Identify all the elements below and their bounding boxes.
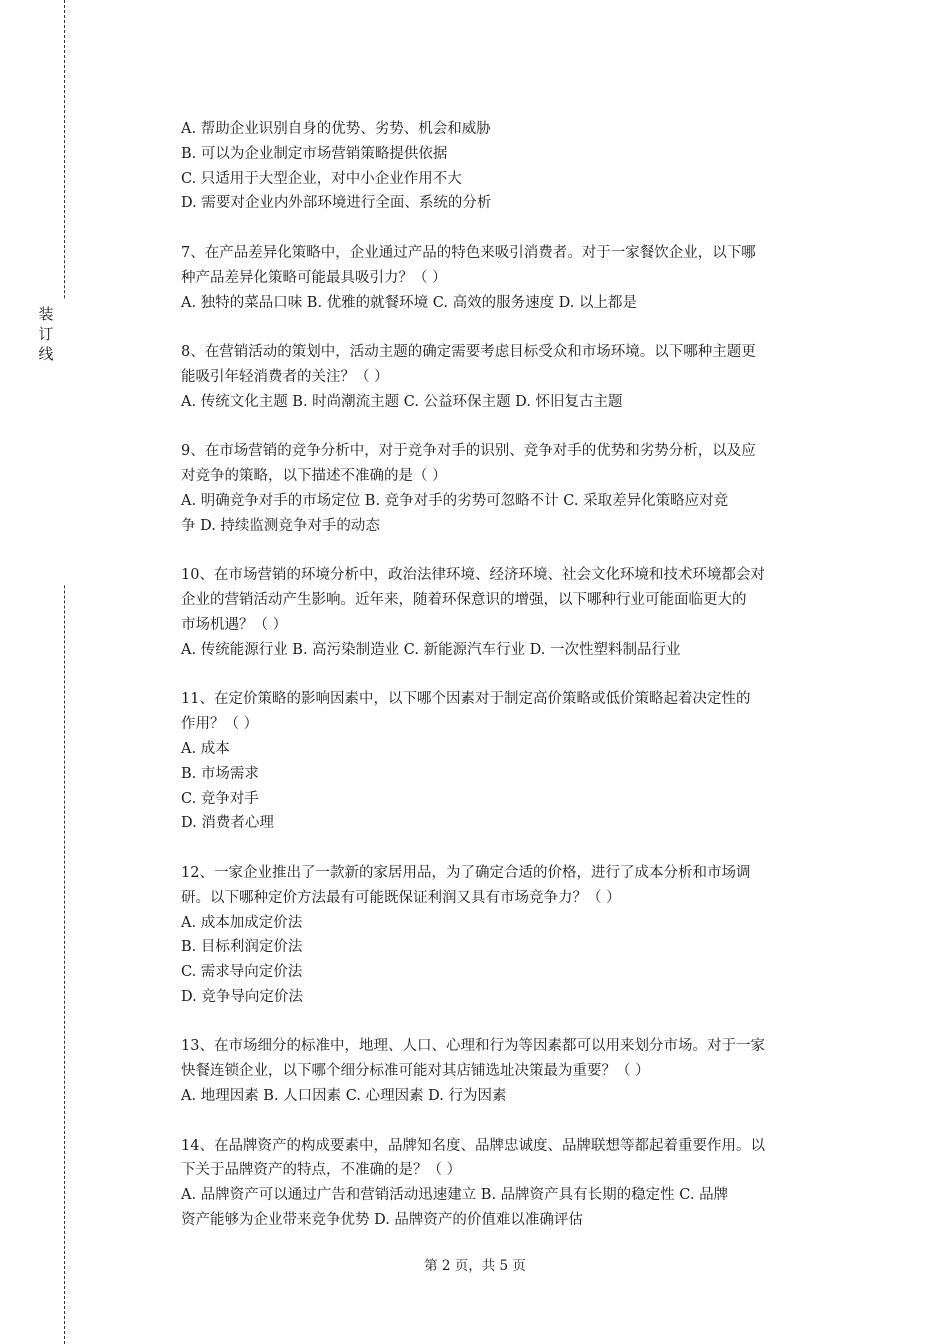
text-line: B. 市场需求 xyxy=(181,765,259,782)
text-line: A. 品牌资产可以通过广告和营销活动迅速建立 B. 品牌资产具有长期的稳定性 C. 品牌 xyxy=(181,1187,729,1204)
page-footer: 第 2 页，共 5 页 xyxy=(424,1258,526,1274)
text-line: 资产能够为企业带来竞争优势 D. 品牌资产的价值难以准确评估 xyxy=(181,1212,583,1229)
blank-line xyxy=(181,315,841,340)
text-line: 能吸引年轻消费者的关注？（ ） xyxy=(181,368,389,385)
blank-line xyxy=(181,1010,841,1035)
text-line: A. 传统能源行业 B. 高污染制造业 C. 新能源汽车行业 D. 一次性塑料制品行业 xyxy=(181,641,681,658)
text-line: 9、在市场营销的竞争分析中，对于竞争对手的识别、竞争对手的优势和劣势分析，以及应 xyxy=(181,443,756,460)
text-line: A. 成本 xyxy=(181,740,230,757)
text-line: 10、在市场营销的环境分析中，政治法律环境、经济环境、社会文化环境和技术环境都会对 xyxy=(181,567,765,584)
text-line: 11、在定价策略的影响因素中，以下哪个因素对于制定高价策略或低价策略起着决定性的 xyxy=(181,691,751,708)
binding-label xyxy=(36,304,56,364)
text-line: A. 独特的菜品口味 B. 优雅的就餐环境 C. 高效的服务速度 D. 以上都是 xyxy=(181,294,638,311)
text-line: 下关于品牌资产的特点，不准确的是？（ ） xyxy=(181,1162,462,1179)
binding-gap xyxy=(58,300,72,585)
blank-line xyxy=(181,836,841,861)
blank-line xyxy=(181,1109,841,1134)
text-line: 研。以下哪种定价方法最有可能既保证利润又具有市场竞争力？（ ） xyxy=(181,889,621,906)
binding-char: 装 xyxy=(38,305,54,323)
binding-dashed-line xyxy=(64,0,65,1344)
text-line: D. 消费者心理 xyxy=(181,815,274,832)
text-line: 8、在营销活动的策划中，活动主题的确定需要考虑目标受众和市场环境。以下哪种主题更 xyxy=(181,344,756,361)
text-line: 争 D. 持续监测竞争对手的动态 xyxy=(181,517,380,534)
text-line: 企业的营销活动产生影响。近年来，随着环保意识的增强，以下哪种行业可能面临更大的 xyxy=(181,592,747,609)
text-line: 14、在品牌资产的构成要素中，品牌知名度、品牌忠诚度、品牌联想等都起着重要作用。以 xyxy=(181,1137,765,1154)
text-line: 种产品差异化策略可能最具吸引力？（ ） xyxy=(181,269,447,286)
text-line: 作用？（ ） xyxy=(181,716,259,733)
text-line: D. 需要对企业内外部环境进行全面、系统的分析 xyxy=(181,195,492,212)
blank-line xyxy=(181,415,841,440)
text-line: A. 明确竞争对手的市场定位 B. 竞争对手的劣势可忽略不计 C. 采取差异化策略应对竞 xyxy=(181,492,729,509)
text-line: 7、在产品差异化策略中，企业通过产品的特色来吸引消费者。对于一家餐饮企业，以下哪 xyxy=(181,244,756,261)
text-line: C. 竞争对手 xyxy=(181,790,259,807)
text-line: 快餐连锁企业，以下哪个细分标准可能对其店铺选址决策最为重要？（ ） xyxy=(181,1063,650,1080)
text-line: C. 只适用于大型企业，对中小企业作用不大 xyxy=(181,170,462,187)
text-line: A. 传统文化主题 B. 时尚潮流主题 C. 公益环保主题 D. 怀旧复古主题 xyxy=(181,393,623,410)
text-line: 12、一家企业推出了一款新的家居用品，为了确定合适的价格，进行了成本分析和市场调 xyxy=(181,864,751,881)
blank-line xyxy=(181,663,841,688)
blank-line xyxy=(181,539,841,564)
text-line: 对竞争的策略，以下描述不准确的是（ ） xyxy=(181,468,447,485)
text-line: A. 成本加成定价法 xyxy=(181,914,303,931)
binding-char: 线 xyxy=(38,345,54,363)
text-line: A. 帮助企业识别自身的优势、劣势、机会和威胁 xyxy=(181,121,491,137)
text-line: B. 可以为企业制定市场营销策略提供依据 xyxy=(181,145,448,162)
text-line: B. 目标利润定价法 xyxy=(181,939,303,956)
blank-line xyxy=(181,216,841,241)
text-line: 13、在市场细分的标准中，地理、人口、心理和行为等因素都可以用来划分市场。对于一家 xyxy=(181,1038,765,1055)
text-line: 市场机遇？（ ） xyxy=(181,616,288,633)
text-line: D. 竞争导向定价法 xyxy=(181,988,303,1005)
text-line: A. 地理因素 B. 人口因素 C. 心理因素 D. 行为因素 xyxy=(181,1088,507,1105)
question-content xyxy=(181,117,841,1233)
binding-char: 订 xyxy=(38,325,54,343)
text-line: C. 需求导向定价法 xyxy=(181,964,303,981)
